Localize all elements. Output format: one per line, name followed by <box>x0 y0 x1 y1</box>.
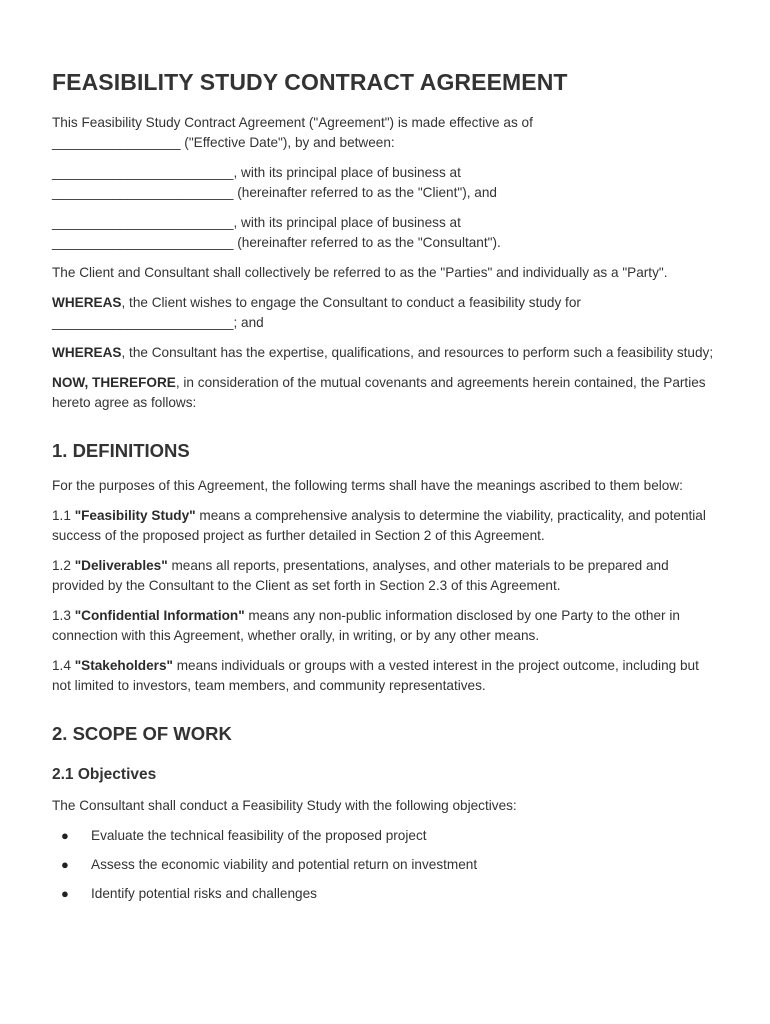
definition-text: means all reports, presentations, analyses, and other materials to be prepared and provided by the Consultant to the Client as set forth in Section 2.3 of this Agreement. <box>52 557 669 593</box>
client-line1: , with its principal place of business at <box>233 164 461 180</box>
client-address-blank: ________________________ <box>52 184 234 200</box>
bullet-icon: ● <box>61 886 69 902</box>
definition-number: 1.1 <box>52 507 75 523</box>
intro-line1: This Feasibility Study Contract Agreement ("Agreement") is made effective as of <box>52 114 533 130</box>
now-therefore-text: , in consideration of the mutual covenants and agreements herein contained, the Parties hereto agree as follows: <box>52 374 706 410</box>
bullet-icon: ● <box>61 828 69 844</box>
consultant-address-blank: ________________________ <box>52 234 234 250</box>
objective-text: Assess the economic viability and potential return on investment <box>91 857 478 873</box>
definition-term: "Feasibility Study" <box>74 507 196 523</box>
consultant-line2: (hereinafter referred to as the "Consultant"). <box>233 234 501 250</box>
now-therefore-keyword: NOW, THEREFORE <box>52 374 176 390</box>
consultant-line1: , with its principal place of business at <box>233 214 461 230</box>
client-name-blank: ________________________ <box>52 164 234 180</box>
document-title: FEASIBILITY STUDY CONTRACT AGREEMENT <box>52 69 568 95</box>
section-1-heading: 1. DEFINITIONS <box>52 439 190 461</box>
list-item <box>52 826 718 846</box>
whereas-paragraph-1 <box>52 293 718 333</box>
parties-paragraph: The Client and Consultant shall collectively be referred to as the "Parties" and individually as a "Party". <box>52 264 668 280</box>
whereas-text-1: , the Client wishes to engage the Consultant to conduct a feasibility study for <box>121 294 581 310</box>
definition-term: "Deliverables" <box>74 557 168 573</box>
definition-item <box>52 656 718 696</box>
objectives-intro: The Consultant shall conduct a Feasibility Study with the following objectives: <box>52 798 517 814</box>
definition-text: means individuals or groups with a vested interest in the project outcome, including but not limited to investors, team members, and community representatives. <box>52 657 699 693</box>
section-2-heading: 2. SCOPE OF WORK <box>52 722 232 744</box>
list-item <box>52 855 718 875</box>
definition-number: 1.2 <box>52 557 75 573</box>
definition-text: means any non-public information disclosed by one Party to the other in connection with this Agreement, whether orally, in writing, or by any other means. <box>52 607 680 643</box>
whereas-keyword-2: WHEREAS <box>52 344 122 360</box>
definitions-intro: For the purposes of this Agreement, the following terms shall have the meanings ascribed to them below: <box>52 477 683 493</box>
consultant-block <box>52 213 718 253</box>
definition-item <box>52 506 718 546</box>
client-block <box>52 163 718 203</box>
intro-paragraph <box>52 113 718 153</box>
bullet-icon: ● <box>61 857 69 873</box>
definition-term: "Stakeholders" <box>74 657 173 673</box>
list-item <box>52 884 718 904</box>
consultant-name-blank: ________________________ <box>52 214 234 230</box>
objective-text: Identify potential risks and challenges <box>91 886 317 902</box>
whereas-tail-1: ; and <box>233 314 264 330</box>
definition-item <box>52 556 718 596</box>
definitions-list <box>52 506 718 696</box>
project-blank: ________________________ <box>52 314 234 330</box>
objective-text: Evaluate the technical feasibility of the proposed project <box>91 828 427 844</box>
definition-item <box>52 606 718 646</box>
now-therefore-paragraph <box>52 373 718 413</box>
definition-term: "Confidential Information" <box>74 607 245 623</box>
whereas-text-2: , the Consultant has the expertise, qualifications, and resources to perform such a feasibility study; <box>121 344 714 360</box>
intro-line2: ("Effective Date"), by and between: <box>180 134 395 150</box>
client-line2: (hereinafter referred to as the "Client"), and <box>233 184 497 200</box>
objectives-subheading: 2.1 Objectives <box>52 766 157 783</box>
definition-number: 1.4 <box>52 657 75 673</box>
definition-number: 1.3 <box>52 607 75 623</box>
whereas-paragraph-2 <box>52 343 718 363</box>
objectives-list <box>52 826 718 904</box>
definition-text: means a comprehensive analysis to determine the viability, practicality, and potential success of the proposed project as further detailed in Section 2 of this Agreement. <box>52 507 706 543</box>
whereas-keyword-1: WHEREAS <box>52 294 122 310</box>
effective-date-blank: _________________ <box>52 134 181 150</box>
